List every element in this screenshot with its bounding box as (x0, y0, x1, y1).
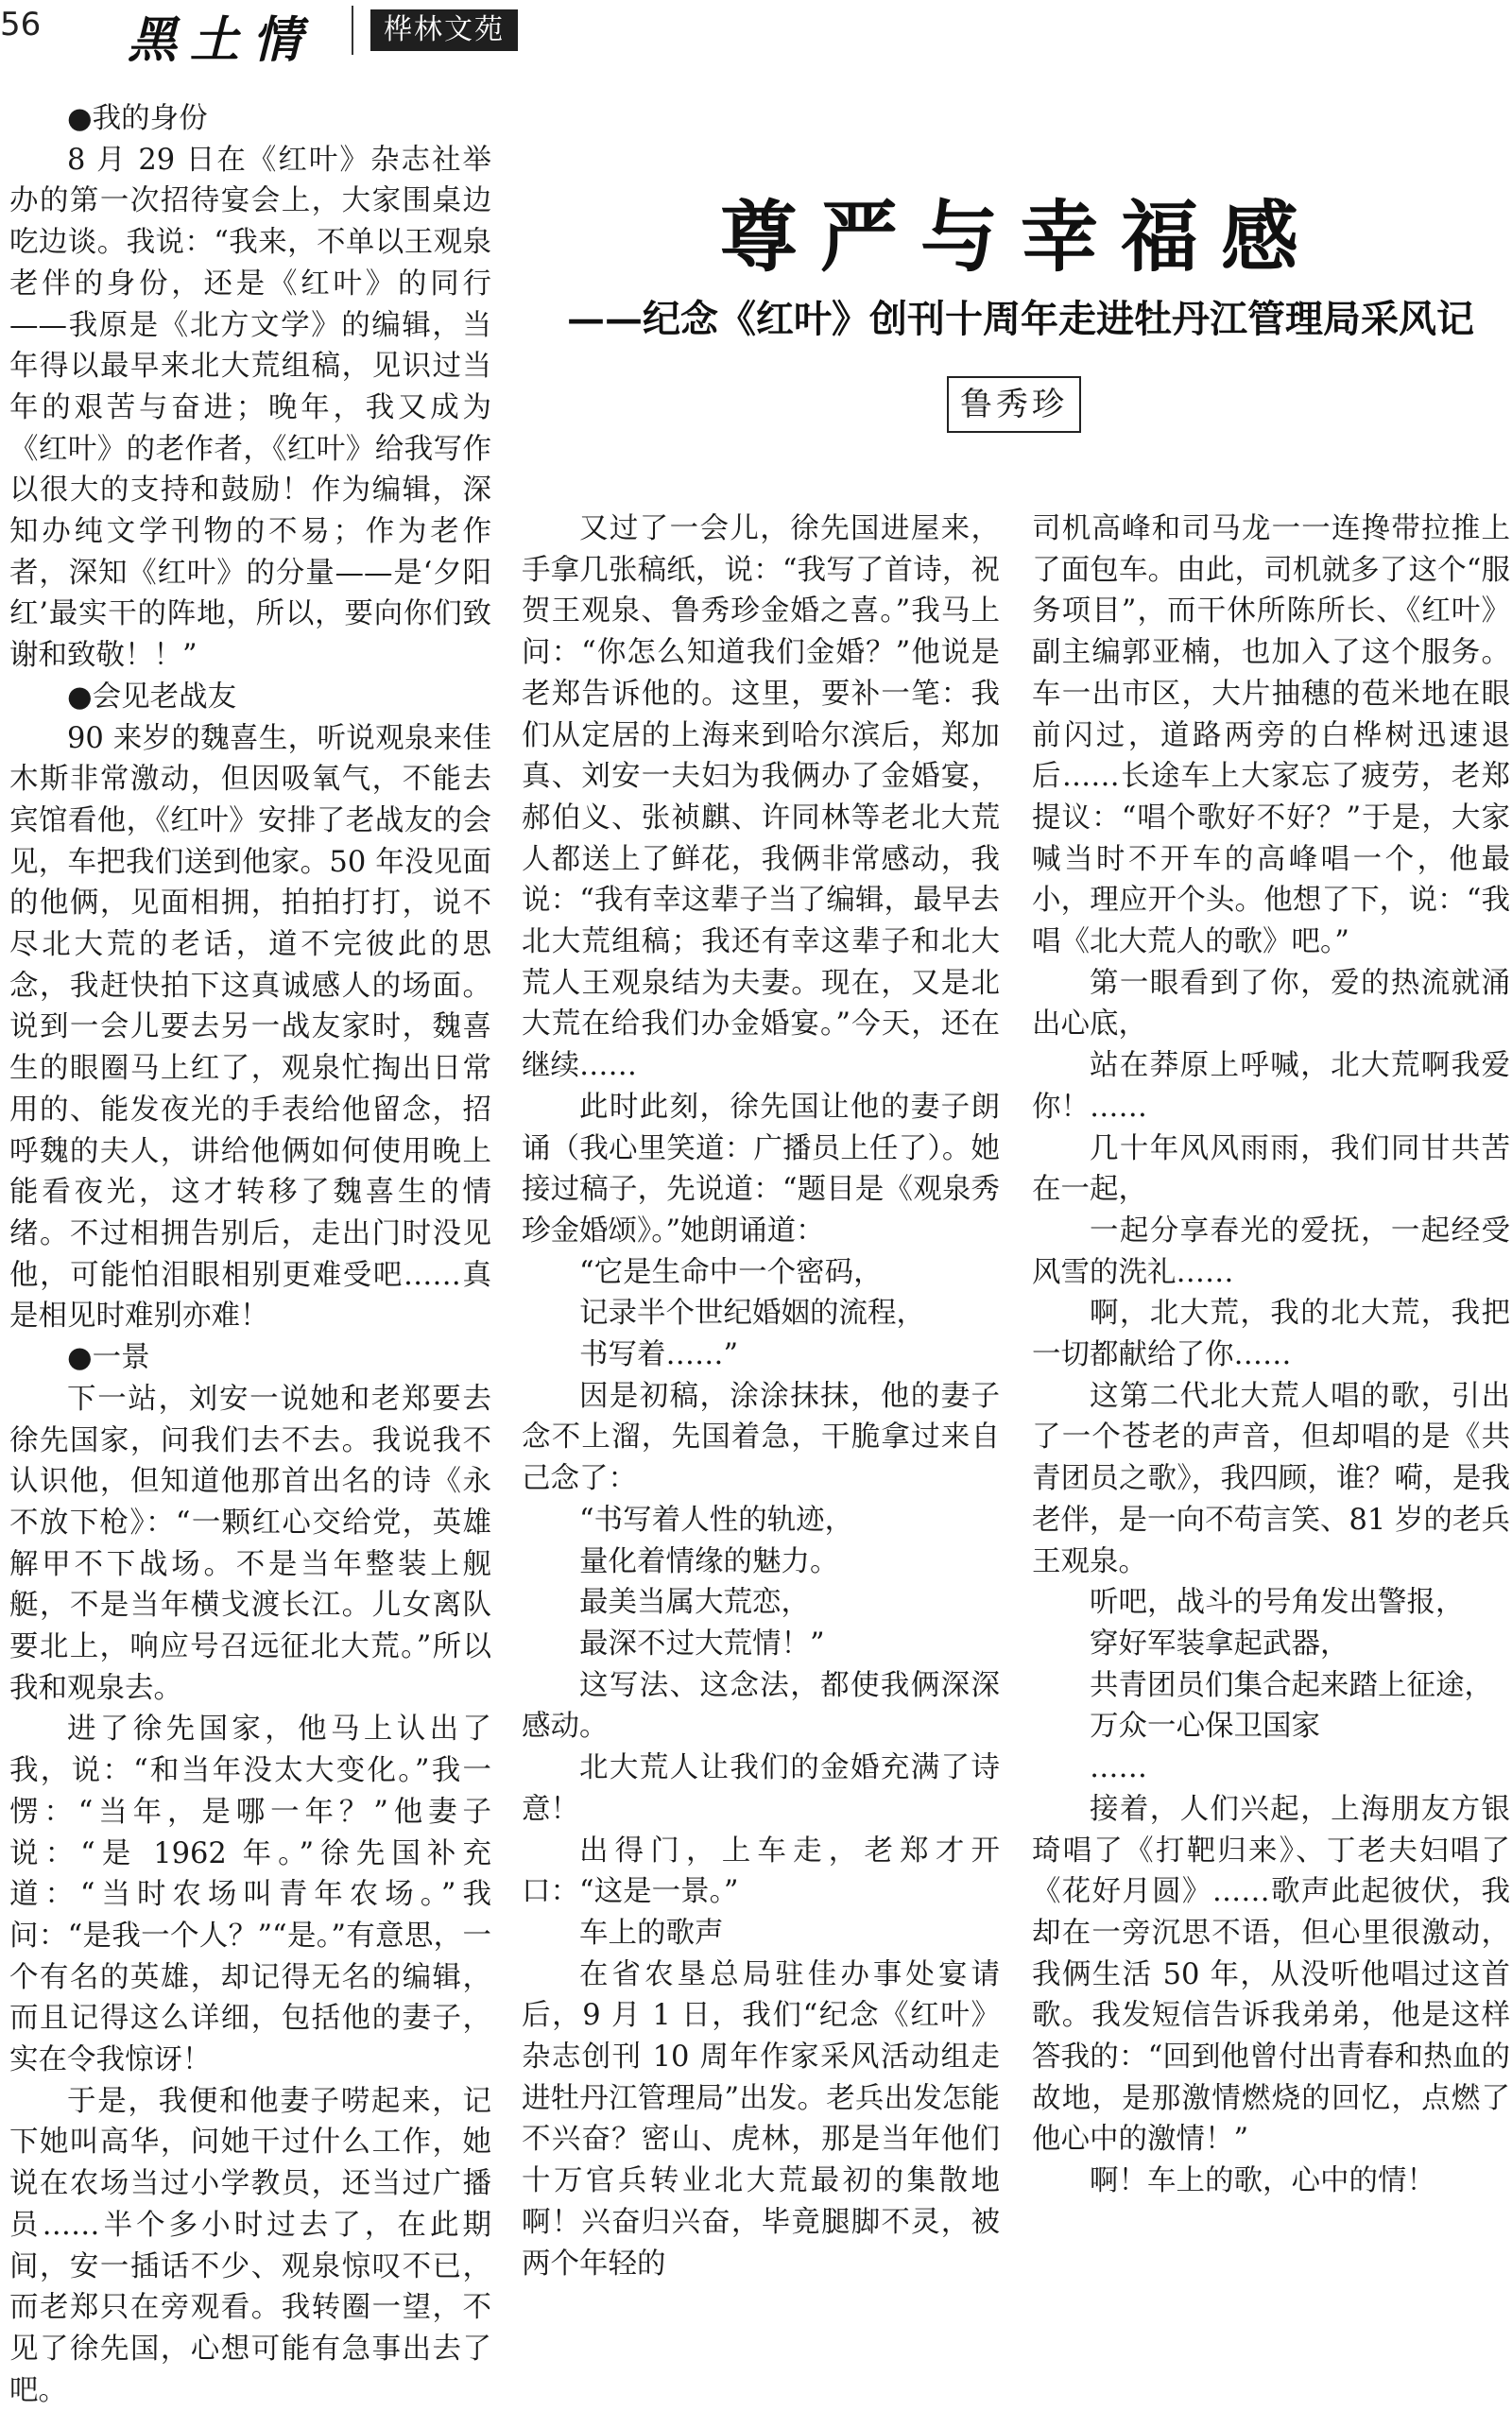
paragraph: 于是，我便和他妻子唠起来，记下她叫高华，问她干过什么工作，她说在农场当过小学教员，还当过广播员……半个多小时过去了，在此期间，安一插话不少、观泉惊叹不已，而老郑只在旁观看。我转圈一望，不见了徐先国，心想可能有急事出去了吧。 (9, 2084, 491, 2407)
poem-line: 量化着情缘的魅力。 (579, 1544, 839, 1578)
column-right (1032, 508, 1510, 2202)
poem-line: “书写着人性的轨迹， (579, 1503, 854, 1537)
paragraph: 因是初稿，涂涂抹抹，他的妻子念不上溜，先国着急，干脆拿过来自己念了： (522, 1379, 1000, 1496)
poem-line: 书写着……” (579, 1338, 739, 1372)
song-line: 听吧，战斗的号角发出警报， (1090, 1586, 1465, 1620)
paragraph: 出得门，上车走，老郑才开口：“这是一景。” (522, 1834, 1000, 1909)
section-heading: ●我的身份 (67, 102, 208, 135)
song-line: 万众一心保卫国家 (1090, 1710, 1320, 1744)
paragraph: 在省农垦总局驻佳办事处宴请后，9 月 1 日，我们“纪念《红叶》杂志创刊 10 周年作家采风活动组走进牡丹江管理局”出发。老兵出发怎能不兴奋？密山、虎林，那是当年他们十万官兵转业北大荒最初的集散地啊！兴奋归兴奋，毕竟腿脚不灵，被两个年轻的 (522, 1957, 1000, 2281)
song-line: 穿好军装拿起武器， (1090, 1627, 1349, 1661)
paragraph: 此时此刻，徐先国让他的妻子朗诵（我心里笑道：广播员上任了）。她接过稿子，先说道：“题目是《观泉秀珍金婚颂》。”她朗诵道： (522, 1090, 1000, 1248)
paragraph: 又过了一会儿，徐先国进屋来，手拿几张稿纸，说：“我写了首诗，祝贺王观泉、鲁秀珍金婚之喜。”我马上问：“你怎么知道我们金婚？”他说是老郑告诉他的。这里，要补一笔：我们从定居的上海来到哈尔滨后，郑加真、刘安一夫妇为我俩办了金婚宴，郝伯义、张祯麒、许同林等老北大荒人都送上了鲜花，我俩非常感动，我说：“我有幸这辈子当了编辑，最早去北大荒组稿；我还有幸这辈子和北大荒人王观泉结为夫妻。现在，又是北大荒在给我们办金婚宴。”今天，还在继续…… (522, 512, 1000, 1083)
paragraph: 90 来岁的魏喜生，听说观泉来佳木斯非常激动，但因吸氧气，不能去宾馆看他，《红叶》安排了老战友的会见，车把我们送到他家。50 年没见面的他俩，见面相拥，拍拍打打，说不尽北大荒的老话，道不完彼此的思念，我赶快拍下这真诚感人的场面。说到一会儿要去另一战友家时，魏喜生的眼圈马上红了，观泉忙掏出日常用的、能发夜光的手表给他留念，招呼魏的夫人，讲给他俩如何使用晚上能看夜光，这才转移了魏喜生的情绪。不过相拥告别后，走出门时没见他，可能怕泪眼相别更难受吧……真是相见时难别亦难！ (9, 721, 491, 1334)
article-subtitle: ——纪念《红叶》创刊十周年走进牡丹江管理局采风记 (567, 297, 1474, 341)
section-heading: 车上的歌声 (579, 1916, 724, 1950)
page-number: 56 (0, 6, 42, 43)
paragraph: 司机高峰和司马龙一一连搀带拉推上了面包车。由此，司机就多了这个“服务项目”，而干休所陈所长、《红叶》副主编郭亚楠，也加入了这个服务。车一出市区，大片抽穗的苞米地在眼前闪过，道路两旁的白桦树迅速退后……长途车上大家忘了疲劳，老郑提议：“唱个歌好不好？”于是，大家喊当时不开车的高峰唱一个，他最小，理应开个头。他想了下，说：“我唱《北大荒人的歌》吧。” (1032, 512, 1510, 959)
poem-line: “它是生命中一个密码， (579, 1255, 883, 1289)
song-line: 第一眼看到了你，爱的热流就涌出心底， (1032, 966, 1510, 1042)
author-name: 鲁秀珍 (947, 376, 1081, 433)
section-tag: 桦林文苑 (370, 9, 518, 51)
poem-line: 最美当属大荒恋， (579, 1586, 810, 1620)
song-line: 一起分享春光的爱抚，一起经受风雪的洗礼…… (1032, 1214, 1510, 1289)
song-line: 几十年风风雨雨，我们同甘共苦在一起， (1032, 1131, 1510, 1207)
paragraph: 接着，人们兴起，上海朋友方银琦唱了《打靶归来》、丁老夫妇唱了《花好月圆》……歌声此起彼伏，我却在一旁沉思不语，但心里很激动，我俩生活 50 年，从没听他唱过这首歌。我发短信告诉我弟弟，他是这样答我的：“回到他曾付出青春和热血的故地，是那激情燃烧的回忆，点燃了他心中的激情！” (1032, 1792, 1510, 2157)
paragraph: 这第二代北大荒人唱的歌，引出了一个苍老的声音，但却唱的是《共青团员之歌》，我四顾，谁？嗬，是我老伴，是一向不苟言笑、81 岁的老兵王观泉。 (1032, 1379, 1511, 1578)
paragraph: 下一站，刘安一说她和老郑要去徐先国家，问我们去不去。我说我不认识他，但知道他那首出名的诗《永不放下枪》：“一颗红心交给党，英雄解甲不下战场。不是当年整装上舰艇，不是当年横戈渡长江。儿女离队要北上，响应号召远征北大荒。”所以我和观泉去。 (9, 1382, 491, 1705)
section-heading: ●会见老战友 (67, 680, 237, 714)
magazine-logo: 黑土情 (128, 11, 316, 69)
section-heading: ●一景 (67, 1341, 150, 1375)
column-left (9, 98, 491, 2411)
paragraph: 这写法、这念法，都使我俩深深感动。 (522, 1668, 1000, 1744)
poem-line: 记录半个世纪婚姻的流程， (579, 1297, 925, 1331)
song-line: 啊，北大荒，我的北大荒，我把一切都献给了你…… (1032, 1297, 1510, 1372)
paragraph: 北大荒人让我们的金婚充满了诗意！ (522, 1751, 1000, 1826)
paragraph: 进了徐先国家，他马上认出了我，说：“和当年没太大变化。”我一愣：“当年，是哪一年？”他妻子说：“是 1962 年。”徐先国补充道：“当时农场叫青年农场。”我问：“是我一个人？”“是。”有意思，一个有名的英雄，却记得无名的编辑，而且记得这么详细，包括他的妻子，实在令我惊讶！ (9, 1713, 491, 2077)
song-line: 站在莽原上呼喊，北大荒啊我爱你！…… (1032, 1049, 1510, 1124)
header-divider (352, 6, 353, 55)
article-title: 尊严与幸福感 (719, 192, 1321, 283)
song-line: …… (1090, 1751, 1147, 1785)
poem-line: 最深不过大荒情！” (579, 1627, 825, 1661)
song-line: 共青团员们集合起来踏上征途， (1090, 1668, 1493, 1702)
paragraph: 啊！车上的歌，心中的情！ (1090, 2164, 1435, 2198)
column-middle (522, 508, 1000, 2284)
page-header (0, 0, 1512, 69)
paragraph: 8 月 29 日在《红叶》杂志社举办的第一次招待宴会上，大家围桌边吃边谈。我说：“我来，不单以王观泉老伴的身份，还是《红叶》的同行——我原是《北方文学》的编辑，当年得以最早来北大荒组稿，见识过当年的艰苦与奋进；晚年，我又成为《红叶》的老作者，《红叶》给我写作以很大的支持和鼓励！作为编辑，深知办纯文学刊物的不易；作为老作者，深知《红叶》的分量——是‘夕阳红’最实干的阵地，所以，要向你们致谢和致敬！！” (9, 143, 491, 673)
